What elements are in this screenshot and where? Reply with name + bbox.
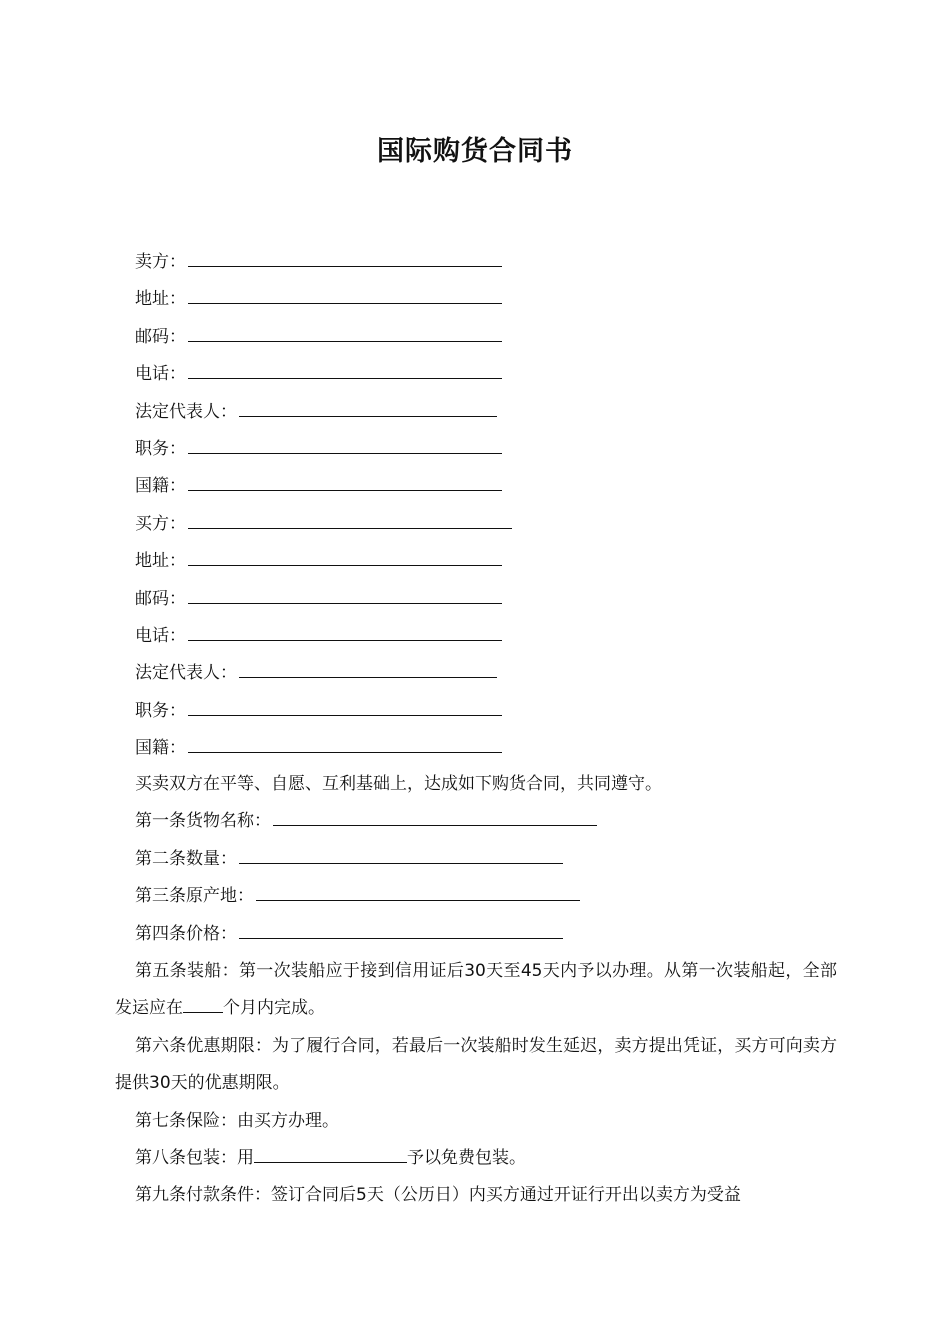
clause-5-months-blank[interactable]: [183, 998, 223, 1013]
clause-9: [115, 1177, 837, 1214]
buyer-nationality-blank[interactable]: [188, 751, 502, 753]
seller-phone-label: 电话：: [135, 364, 186, 385]
buyer-legal-rep-field: [135, 655, 512, 692]
clause-7: [115, 1103, 837, 1140]
clause-8-packing-blank[interactable]: [254, 1148, 407, 1163]
buyer-field: [135, 506, 512, 543]
clause-3: [115, 878, 837, 915]
buyer-postcode-field: [135, 581, 512, 618]
buyer-address-blank[interactable]: [188, 564, 502, 566]
buyer-blank[interactable]: [188, 527, 512, 529]
seller-address-label: 地址：: [135, 289, 186, 310]
seller-phone-field: [135, 356, 512, 393]
buyer-phone-label: 电话：: [135, 625, 186, 646]
buyer-phone-blank[interactable]: [188, 639, 502, 641]
seller-legal-rep-label: 法定代表人：: [135, 401, 237, 422]
clause-5: [115, 953, 837, 1028]
buyer-nationality-field: [135, 730, 512, 767]
clause-6-text: 第六条优惠期限：为了履行合同，若最后一次装船时发生延迟，卖方提出凭证，买方可向卖方提供30天的优惠期限。: [115, 1035, 837, 1094]
clause-5-text-a: 第五条装船：第一次装船应于接到信用证后30天至45天内予以办理。从第一次装船起，全部发运应在: [115, 961, 837, 1019]
contract-clauses: [115, 766, 837, 1215]
clause-2-blank[interactable]: [239, 862, 563, 864]
clause-8: [115, 1140, 837, 1177]
seller-legal-rep-blank[interactable]: [239, 415, 497, 417]
clause-1-blank[interactable]: [273, 824, 597, 826]
buyer-position-blank[interactable]: [188, 714, 502, 716]
clause-2: [115, 841, 837, 878]
clause-8-text-a: 第八条包装：用: [135, 1148, 254, 1169]
intro-text: 买卖双方在平等、自愿、互利基础上，达成如下购货合同，共同遵守。: [135, 774, 662, 794]
buyer-legal-rep-label: 法定代表人：: [135, 663, 237, 684]
clause-8-text-b: 予以免费包装。: [407, 1148, 526, 1169]
clause-3-label: 第三条原产地：: [135, 886, 254, 907]
clause-4-label: 第四条价格：: [135, 923, 237, 944]
buyer-label: 买方：: [135, 513, 186, 534]
buyer-position-field: [135, 693, 512, 730]
buyer-legal-rep-blank[interactable]: [239, 676, 497, 678]
clause-2-label: 第二条数量：: [135, 848, 237, 869]
buyer-address-field: [135, 543, 512, 580]
clause-5-text-b: 个月内完成。: [223, 998, 325, 1019]
seller-blank[interactable]: [188, 265, 502, 267]
party-info-fields: [135, 244, 512, 767]
seller-label: 卖方：: [135, 252, 186, 272]
clause-7-text: 第七条保险：由买方办理。: [135, 1110, 339, 1131]
seller-position-label: 职务：: [135, 438, 186, 459]
clause-1-label: 第一条货物名称：: [135, 811, 271, 832]
buyer-postcode-blank[interactable]: [188, 602, 502, 604]
seller-position-blank[interactable]: [188, 452, 502, 454]
seller-postcode-field: [135, 319, 512, 356]
seller-nationality-blank[interactable]: [188, 489, 502, 491]
intro-paragraph: [115, 766, 837, 803]
seller-position-field: [135, 431, 512, 468]
buyer-nationality-label: 国籍：: [135, 738, 186, 759]
seller-address-field: [135, 281, 512, 318]
document-title: 国际购货合同书: [377, 136, 573, 167]
clause-9-text: 第九条付款条件：签订合同后5天（公历日）内买方通过开证行开出以卖方为受益: [135, 1185, 741, 1206]
seller-field: [135, 244, 512, 281]
buyer-position-label: 职务：: [135, 700, 186, 721]
seller-legal-rep-field: [135, 394, 512, 431]
clause-4: [115, 916, 837, 953]
seller-postcode-blank[interactable]: [188, 340, 502, 342]
clause-4-blank[interactable]: [239, 937, 563, 939]
clause-1: [115, 803, 837, 840]
clause-3-blank[interactable]: [256, 899, 580, 901]
buyer-phone-field: [135, 618, 512, 655]
seller-postcode-label: 邮码：: [135, 326, 186, 347]
clause-6: [115, 1028, 837, 1103]
seller-phone-blank[interactable]: [188, 377, 502, 379]
buyer-postcode-label: 邮码：: [135, 588, 186, 609]
seller-nationality-label: 国籍：: [135, 476, 186, 497]
buyer-address-label: 地址：: [135, 551, 186, 572]
seller-nationality-field: [135, 468, 512, 505]
seller-address-blank[interactable]: [188, 302, 502, 304]
